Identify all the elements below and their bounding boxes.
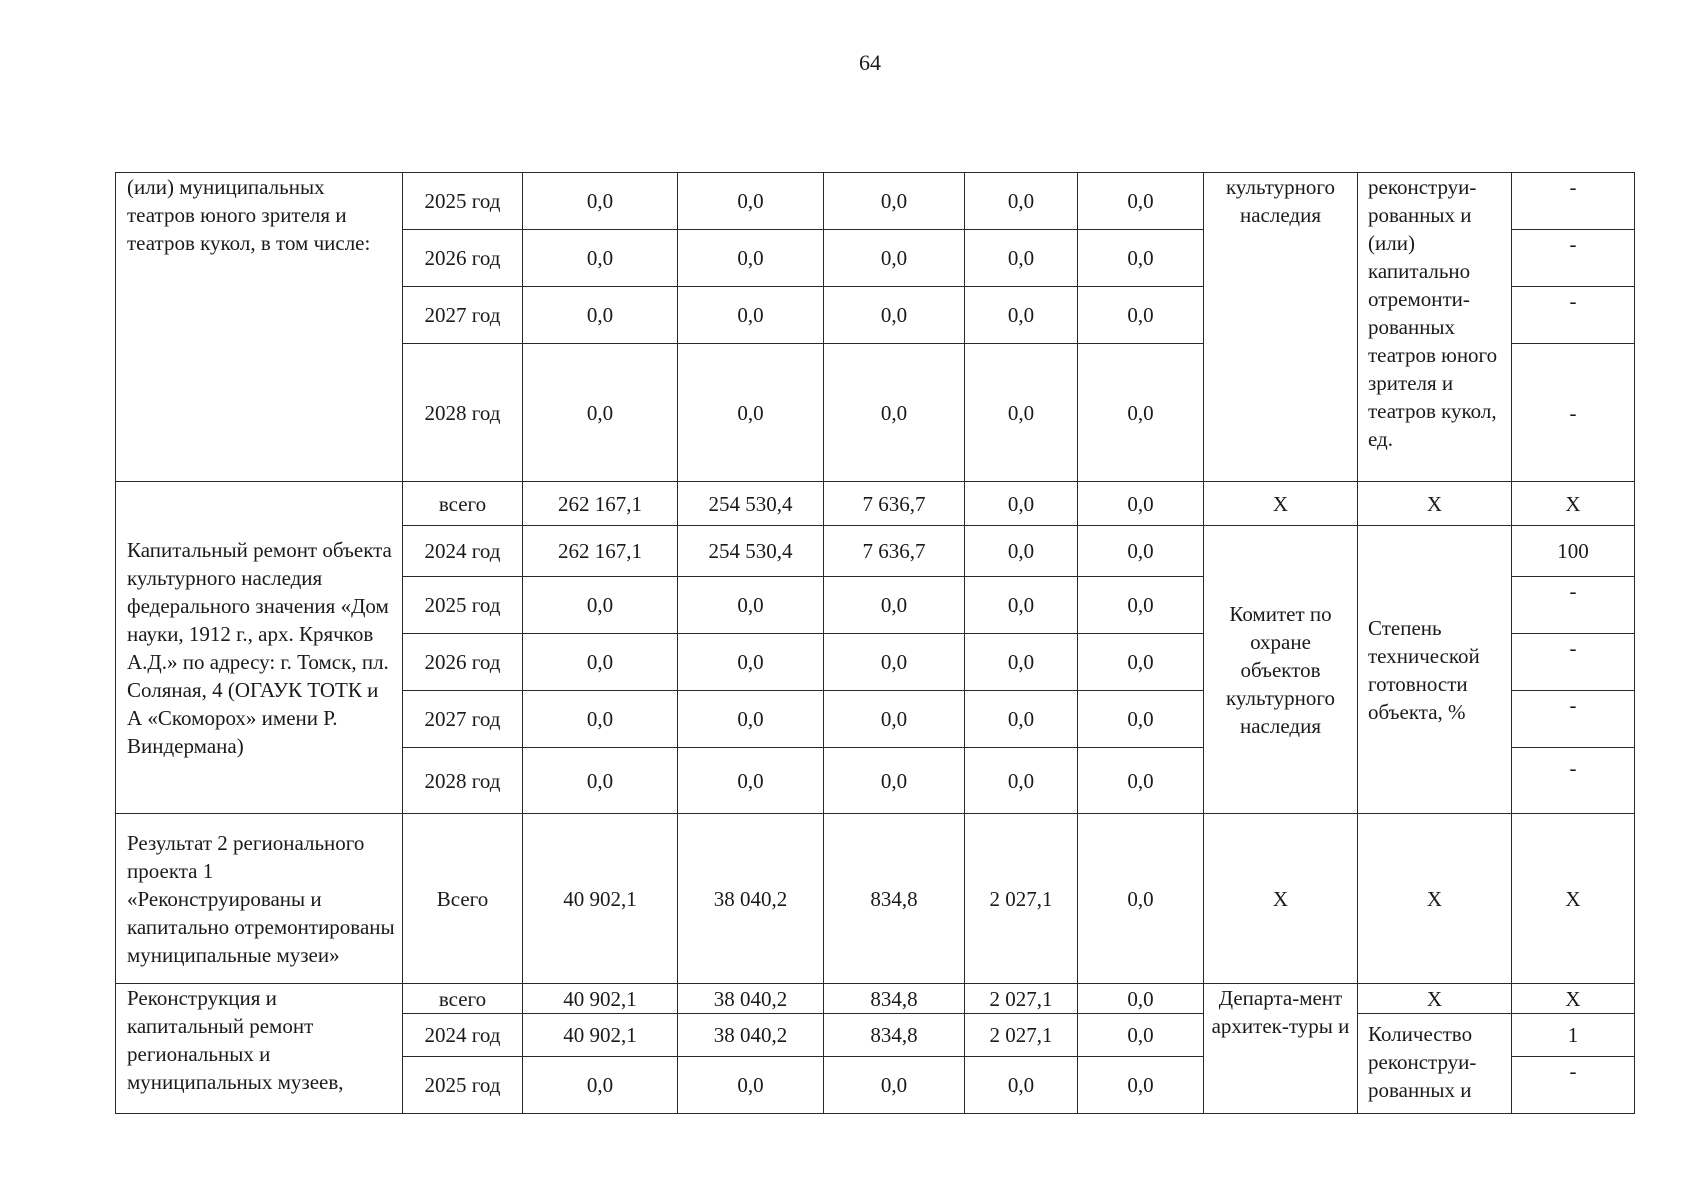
target-cell: - bbox=[1512, 344, 1635, 482]
value-cell: 0,0 bbox=[965, 526, 1078, 577]
value-cell: 0,0 bbox=[1078, 173, 1204, 230]
value-cell: 2 027,1 bbox=[965, 1014, 1078, 1057]
period-cell: 2025 год bbox=[403, 1057, 523, 1114]
indicator-cell: реконструи-рованных и (или) капитально отремонти-рованных театров юного зрителя и театров кукол, ед. bbox=[1358, 173, 1512, 482]
value-cell: 0,0 bbox=[1078, 1057, 1204, 1114]
period-cell: 2025 год bbox=[403, 173, 523, 230]
executor-cell: Х bbox=[1204, 482, 1358, 526]
value-cell: 0,0 bbox=[1078, 482, 1204, 526]
period-cell: 2028 год bbox=[403, 748, 523, 814]
value-cell: 0,0 bbox=[523, 173, 678, 230]
value-cell: 0,0 bbox=[965, 230, 1078, 287]
value-cell: 0,0 bbox=[678, 344, 824, 482]
value-cell: 0,0 bbox=[523, 691, 678, 748]
period-cell: 2024 год bbox=[403, 526, 523, 577]
table-row bbox=[116, 984, 1635, 1014]
target-cell: Х bbox=[1512, 482, 1635, 526]
value-cell: 0,0 bbox=[824, 577, 965, 634]
value-cell: 262 167,1 bbox=[523, 482, 678, 526]
indicator-cell: Х bbox=[1358, 984, 1512, 1014]
target-cell: - bbox=[1512, 287, 1635, 344]
budget-table bbox=[115, 172, 1635, 1114]
value-cell: 38 040,2 bbox=[678, 984, 824, 1014]
value-cell: 0,0 bbox=[965, 1057, 1078, 1114]
value-cell: 0,0 bbox=[965, 344, 1078, 482]
value-cell: 0,0 bbox=[965, 634, 1078, 691]
executor-cell: Х bbox=[1204, 814, 1358, 984]
table-row bbox=[116, 814, 1635, 984]
value-cell: 0,0 bbox=[1078, 526, 1204, 577]
indicator-cell: Х bbox=[1358, 814, 1512, 984]
value-cell: 40 902,1 bbox=[523, 984, 678, 1014]
value-cell: 0,0 bbox=[1078, 984, 1204, 1014]
item-name: Реконструкция и капитальный ремонт региональных и муниципальных музеев, bbox=[116, 984, 403, 1114]
target-cell: - bbox=[1512, 230, 1635, 287]
value-cell: 0,0 bbox=[678, 1057, 824, 1114]
period-cell: Всего bbox=[403, 814, 523, 984]
value-cell: 254 530,4 bbox=[678, 482, 824, 526]
value-cell: 38 040,2 bbox=[678, 814, 824, 984]
value-cell: 0,0 bbox=[824, 287, 965, 344]
item-name: Результат 2 регионального проекта 1 «Реконструированы и капитально отремонтированы муниципальные музеи» bbox=[116, 814, 403, 984]
value-cell: 0,0 bbox=[678, 634, 824, 691]
value-cell: 0,0 bbox=[678, 748, 824, 814]
value-cell: 0,0 bbox=[824, 691, 965, 748]
value-cell: 0,0 bbox=[1078, 287, 1204, 344]
value-cell: 7 636,7 bbox=[824, 482, 965, 526]
value-cell: 0,0 bbox=[824, 230, 965, 287]
indicator-cell: Количество реконструи-рованных и bbox=[1358, 1014, 1512, 1114]
executor-cell: Комитет по охране объектов культурного наследия bbox=[1204, 526, 1358, 814]
table-row bbox=[116, 173, 1635, 230]
period-cell: 2027 год bbox=[403, 691, 523, 748]
target-cell: - bbox=[1512, 1057, 1635, 1114]
value-cell: 0,0 bbox=[523, 230, 678, 287]
period-cell: всего bbox=[403, 482, 523, 526]
value-cell: 0,0 bbox=[824, 344, 965, 482]
value-cell: 0,0 bbox=[824, 1057, 965, 1114]
target-cell: - bbox=[1512, 634, 1635, 691]
value-cell: 0,0 bbox=[523, 634, 678, 691]
value-cell: 834,8 bbox=[824, 984, 965, 1014]
value-cell: 0,0 bbox=[678, 173, 824, 230]
indicator-cell: Степень технической готовности объекта, % bbox=[1358, 526, 1512, 814]
item-name: Капитальный ремонт объекта культурного наследия федерального значения «Дом науки, 1912 г., арх. Крячков А.Д.» по адресу: г. Томск, пл. Соляная, 4 (ОГАУК ТОТК и А «Скоморох» имени Р. Виндермана) bbox=[116, 482, 403, 814]
value-cell: 0,0 bbox=[965, 577, 1078, 634]
value-cell: 0,0 bbox=[1078, 230, 1204, 287]
value-cell: 0,0 bbox=[523, 287, 678, 344]
value-cell: 0,0 bbox=[965, 748, 1078, 814]
period-cell: всего bbox=[403, 984, 523, 1014]
item-name: (или) муниципальных театров юного зрителя и театров кукол, в том числе: bbox=[116, 173, 403, 482]
value-cell: 38 040,2 bbox=[678, 1014, 824, 1057]
value-cell: 40 902,1 bbox=[523, 1014, 678, 1057]
period-cell: 2025 год bbox=[403, 577, 523, 634]
value-cell: 0,0 bbox=[523, 577, 678, 634]
target-cell: 1 bbox=[1512, 1014, 1635, 1057]
value-cell: 0,0 bbox=[1078, 748, 1204, 814]
target-cell: - bbox=[1512, 577, 1635, 634]
period-cell: 2026 год bbox=[403, 230, 523, 287]
value-cell: 0,0 bbox=[1078, 691, 1204, 748]
value-cell: 40 902,1 bbox=[523, 814, 678, 984]
target-cell: - bbox=[1512, 173, 1635, 230]
indicator-cell: Х bbox=[1358, 482, 1512, 526]
value-cell: 0,0 bbox=[523, 344, 678, 482]
value-cell: 0,0 bbox=[824, 173, 965, 230]
value-cell: 0,0 bbox=[678, 577, 824, 634]
value-cell: 0,0 bbox=[1078, 344, 1204, 482]
value-cell: 2 027,1 bbox=[965, 984, 1078, 1014]
value-cell: 834,8 bbox=[824, 1014, 965, 1057]
value-cell: 0,0 bbox=[1078, 814, 1204, 984]
value-cell: 0,0 bbox=[523, 1057, 678, 1114]
value-cell: 0,0 bbox=[965, 173, 1078, 230]
target-cell: - bbox=[1512, 748, 1635, 814]
value-cell: 0,0 bbox=[824, 748, 965, 814]
value-cell: 834,8 bbox=[824, 814, 965, 984]
value-cell: 0,0 bbox=[678, 691, 824, 748]
value-cell: 2 027,1 bbox=[965, 814, 1078, 984]
table-row bbox=[116, 482, 1635, 526]
period-cell: 2028 год bbox=[403, 344, 523, 482]
value-cell: 0,0 bbox=[1078, 634, 1204, 691]
value-cell: 0,0 bbox=[824, 634, 965, 691]
value-cell: 0,0 bbox=[965, 691, 1078, 748]
value-cell: 0,0 bbox=[678, 230, 824, 287]
value-cell: 0,0 bbox=[1078, 577, 1204, 634]
target-cell: 100 bbox=[1512, 526, 1635, 577]
executor-cell: культурного наследия bbox=[1204, 173, 1358, 482]
period-cell: 2024 год bbox=[403, 1014, 523, 1057]
value-cell: 262 167,1 bbox=[523, 526, 678, 577]
value-cell: 0,0 bbox=[965, 287, 1078, 344]
value-cell: 0,0 bbox=[965, 482, 1078, 526]
value-cell: 0,0 bbox=[678, 287, 824, 344]
period-cell: 2026 год bbox=[403, 634, 523, 691]
value-cell: 254 530,4 bbox=[678, 526, 824, 577]
target-cell: - bbox=[1512, 691, 1635, 748]
period-cell: 2027 год bbox=[403, 287, 523, 344]
target-cell: Х bbox=[1512, 814, 1635, 984]
executor-cell: Департа-мент архитек-туры и bbox=[1204, 984, 1358, 1114]
value-cell: 0,0 bbox=[1078, 1014, 1204, 1057]
value-cell: 7 636,7 bbox=[824, 526, 965, 577]
page-number: 64 bbox=[859, 50, 881, 75]
value-cell: 0,0 bbox=[523, 748, 678, 814]
target-cell: Х bbox=[1512, 984, 1635, 1014]
